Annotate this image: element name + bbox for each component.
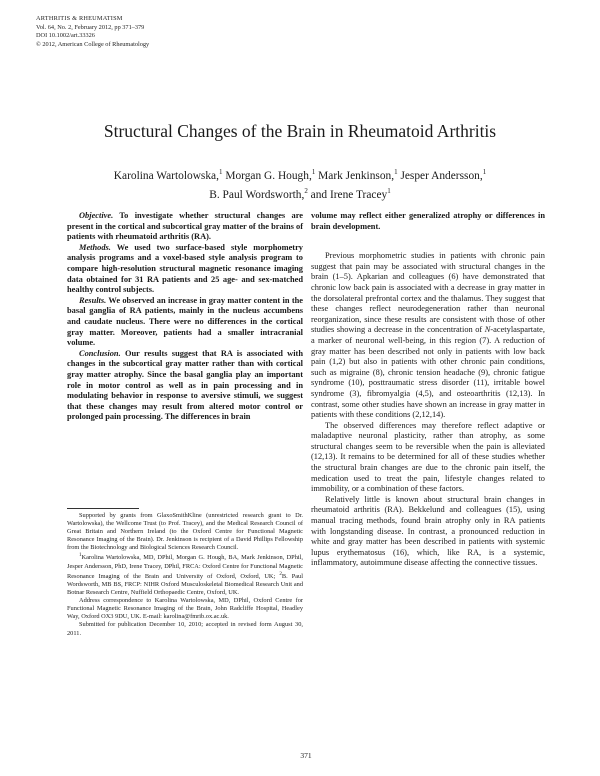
affiliation-mark: 1 <box>79 553 82 559</box>
copyright: © 2012, American College of Rheumatology <box>36 40 150 48</box>
footnote-divider <box>67 508 139 509</box>
body-text: Previous morphometric studies in patients with chronic pain suggest that pain may be associated with structural changes in the brain (1–5). Apkarian and colleagues (6) have demonstrated that chronic low back pain is associated with a decrease in gray matter in the dorsolateral prefrontal cortex and the thalamus. They suggest that these changes reflect neurodegeneration rather than neuronal reorganization, since these results are consistent with those of other studies showing a decrease in the concentration of <box>311 251 545 335</box>
abstract-conclusion <box>67 349 303 423</box>
section-heading: Objective. <box>79 211 114 220</box>
abstract-continuation: volume may reflect either generalized atrophy or differences in brain development. <box>311 211 545 231</box>
submission-note: Submitted for publication December 10, 2010; accepted in revised form August 30, 2011. <box>67 621 303 637</box>
affiliation-text: B. Paul Wordsworth, MB BS, FRCP: NIHR Oxford Musculoskeletal Biomedical Research Unit and Botnar Research Centre, Nuffield Orthopaedic Centre, Oxford, UK. <box>67 572 303 597</box>
section-heading: Results. <box>79 295 107 305</box>
affiliation-mark: 1 <box>394 168 398 176</box>
volume-info: Vol. 64, No. 2, February 2012, pp 371–379 <box>36 23 145 31</box>
author-name: Mark Jenkinson, <box>315 169 395 182</box>
affiliation-mark: 1 <box>311 168 316 176</box>
author-name: and Irene Tracey <box>307 188 388 201</box>
author-name: Karolina Wartolowska, <box>113 169 219 182</box>
article-title: Structural Changes of the Brain in Rheumatoid Arthritis <box>103 121 497 141</box>
author-list <box>60 165 540 203</box>
journal-header <box>36 15 149 49</box>
italic-text: N <box>484 325 491 335</box>
author-name: Morgan G. Hough, <box>222 169 312 182</box>
body-column <box>311 211 545 569</box>
doi: DOI 10.1002/art.33326 <box>36 32 95 39</box>
body-paragraph: Relatively little is known about structural brain changes in rheumatoid arthritis (RA). Bekkelund and colleagues (15), using manual tracing methods, found brain atrophy only in RA patients with longstanding disease. In contrast, a pronounced reduction in white and gray matter has been described in patients with systemic lupus erythematosus (16), which, like RA, is a systemic, inflammatory, autoimmune disease affecting the connective tissues. <box>311 494 545 568</box>
body-paragraph: The observed differences may therefore reflect adaptive or maladaptive neuronal plasticity, rather than atrophy, as some structural changes seem to be reversible when the pain is alleviated (12,13). It remains to be determined for all of these studies whether the structural brain changes are due to the chronic pain itself, the medication used to treat the pain, lifestyle changes related to immobility, or a combination of these factors. <box>311 420 545 494</box>
abstract-text: To investigate whether structural changes are present in the cortical and subcortical gray matter of the brains of patients with rheumatoid arthritis (RA). <box>67 211 303 242</box>
abstract-methods <box>67 243 303 296</box>
abstract-text: We observed an increase in gray matter content in the basal ganglia of RA patients, mainly in the nucleus accumbens and caudate nucleus. There were no differences in the cortical gray matter. Moreover, patients had a smaller intracranial volume. <box>67 295 303 348</box>
correspondence-note: Address correspondence to Karolina Wartolowska, MD, DPhil, Oxford Centre for Functional Magnetic Resonance Imaging of the Brain, John Radcliffe Hospital, Headley Way, Oxford OX3 9DU, UK. E-mail: karolina@fmrib.ox.ac.uk. <box>67 597 303 621</box>
affiliation-text: Karolina Wartolowska, MD, DPhil, Morgan G. Hough, BA, Mark Jenkinson, DPhil, Jesper Andersson, PhD, Irene Tracey, DPhil, FRCA: Oxford Centre for Functional Magnetic Resonance Imaging of the Brain and University of Oxford, Oxford, UK; <box>67 554 303 580</box>
abstract-text: We used two surface-based style morphometry analysis programs and a voxel-based style analysis program to compare high-resolution structural magnetic resonance imaging data obtained for 31 RA patients and 25 age- and sex-matched healthy control subjects. <box>67 242 303 295</box>
abstract-text: Our results suggest that RA is associated with changes in the subcortical gray matter rather than with cortical gray matter atrophy. Since the basal ganglia play an important role in motor control as well as in pain processing and in modulating behavior in response to aversive stimuli, we suggest that these changes may result from altered motor control or prolonged pain processing. The differences in brain <box>67 348 303 422</box>
body-paragraph <box>311 251 545 421</box>
page-number: 371 <box>300 751 312 760</box>
funding-note: Supported by grants from GlaxoSmithKline (unrestricted research grant to Dr. Wartolowska), the Wellcome Trust (to Prof. Tracey), and the Medical Research Council of Great Britain and Northern Ireland (to the Oxford Centre for Functional Magnetic Resonance Imaging of the Brain). Dr. Jenkinson is recipient of a David Phillips Fellowship from the Biotechnology and Biological Sciences Research Council. <box>67 512 303 552</box>
footnotes <box>67 512 303 638</box>
affiliations-note <box>67 552 303 597</box>
section-heading: Methods. <box>79 242 111 252</box>
affiliation-mark: 2 <box>304 186 308 195</box>
affiliation-mark: 1 <box>218 168 223 176</box>
affiliation-mark: 2 <box>279 571 282 577</box>
section-heading: Conclusion. <box>79 348 121 358</box>
abstract <box>67 211 303 423</box>
body-text: -acetylaspartate, a marker of neuronal well-being, in this region (7). A reduction of gray matter has been described not only in patients with low back pain (1,2) but also in patients with other chronic pain conditions, such as migraine (8), chronic tension headache (9), chronic fatigue syndrome (10), posttraumatic stress disorder (11), irritable bowel syndrome (3), fibromyalgia (4,5), and osteoarthritis (12,13). In contrast, some other studies have shown an increase in gray matter in patients with these conditions (2,12,14). <box>311 325 545 420</box>
journal-name: ARTHRITIS & RHEUMATISM <box>36 15 123 22</box>
abstract-objective <box>67 211 303 243</box>
abstract-results <box>67 296 303 349</box>
author-name: Jesper Andersson, <box>397 169 483 182</box>
affiliation-mark: 1 <box>387 186 391 195</box>
author-name: B. Paul Wordsworth, <box>209 188 305 201</box>
affiliation-mark: 1 <box>482 168 487 176</box>
